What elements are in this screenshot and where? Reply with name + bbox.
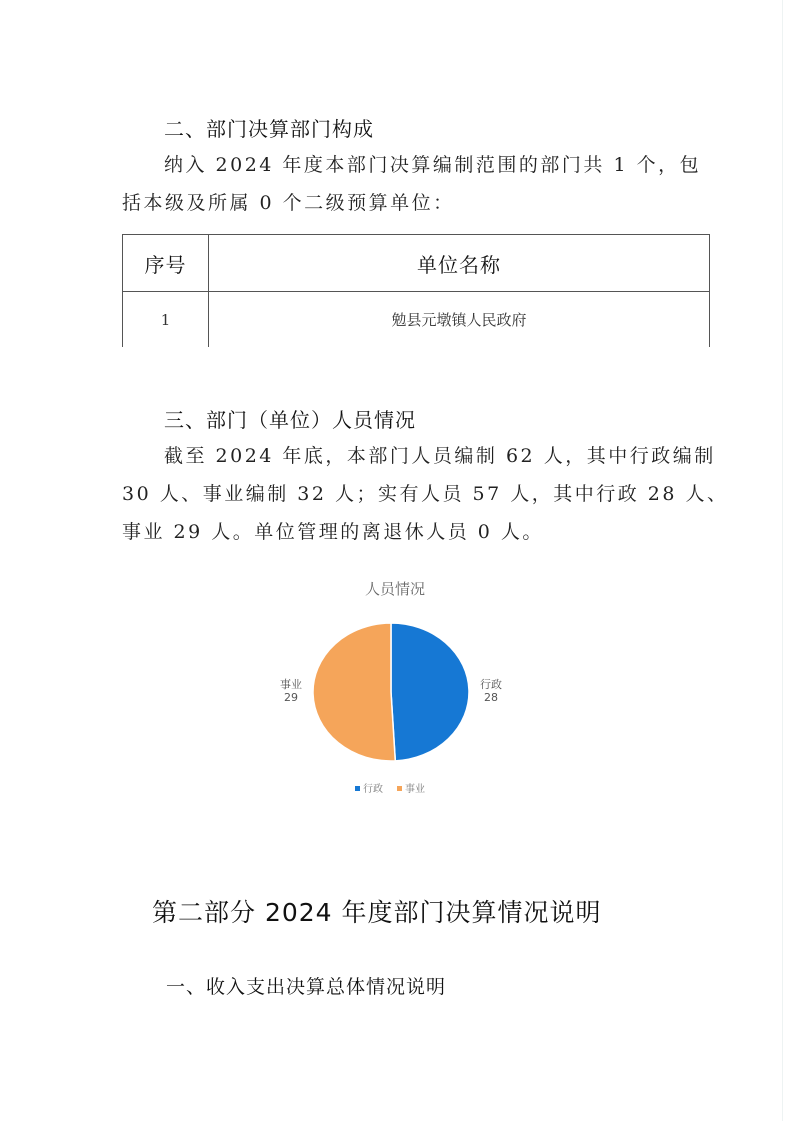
section2-paragraph bbox=[122, 146, 712, 222]
row-index: 1 bbox=[123, 292, 209, 348]
legend-label-1: 行政 bbox=[363, 784, 383, 795]
pie-slice-2 bbox=[313, 623, 395, 761]
chart-legend bbox=[355, 782, 425, 795]
section2-line-1-text: 纳入 2024 年度本部门决算编制范围的部门共 1 个，包 bbox=[164, 154, 702, 176]
data-label-value-2: 29 bbox=[284, 691, 298, 704]
data-label-category-1: 行政 bbox=[480, 678, 502, 691]
pie-slice-1 bbox=[391, 623, 469, 761]
pie-slices bbox=[313, 623, 469, 761]
section3-heading: 三、部门（单位）人员情况 bbox=[164, 408, 416, 432]
row-unit-name: 勉县元墩镇人民政府 bbox=[209, 292, 710, 348]
section3-line-1 bbox=[122, 437, 716, 475]
header-unit-name: 单位名称 bbox=[209, 235, 710, 292]
section3-line-2: 30 人、事业编制 32 人；实有人员 57 人，其中行政 28 人、 bbox=[122, 483, 729, 505]
unit-table-header-row bbox=[123, 235, 710, 292]
unit-table bbox=[122, 234, 710, 347]
section3-line-1-text: 截至 2024 年底，本部门人员编制 62 人，其中行政编制 bbox=[164, 445, 716, 467]
data-label-category-2: 事业 bbox=[280, 678, 302, 691]
section3-line-3: 事业 29 人。单位管理的离退休人员 0 人。 bbox=[122, 521, 544, 543]
table-row bbox=[123, 292, 710, 348]
part2-title: 第二部分 2024 年度部门决算情况说明 bbox=[152, 898, 602, 927]
scan-edge-line bbox=[782, 0, 783, 1121]
part2-subheading: 一、收入支出决算总体情况说明 bbox=[166, 976, 447, 998]
legend-label-2: 事业 bbox=[405, 784, 425, 795]
chart-title: 人员情况 bbox=[364, 580, 426, 598]
data-label-value-1: 28 bbox=[484, 691, 498, 704]
section2-line-1 bbox=[122, 146, 712, 184]
header-index: 序号 bbox=[123, 235, 209, 292]
legend-swatch-1 bbox=[355, 786, 360, 791]
section3-paragraph bbox=[122, 437, 729, 551]
section2-heading: 二、部门决算部门构成 bbox=[164, 117, 374, 141]
legend-swatch-2 bbox=[397, 786, 402, 791]
section2-line-2: 括本级及所属 0 个二级预算单位： bbox=[122, 192, 455, 214]
personnel-pie-chart bbox=[260, 572, 530, 807]
